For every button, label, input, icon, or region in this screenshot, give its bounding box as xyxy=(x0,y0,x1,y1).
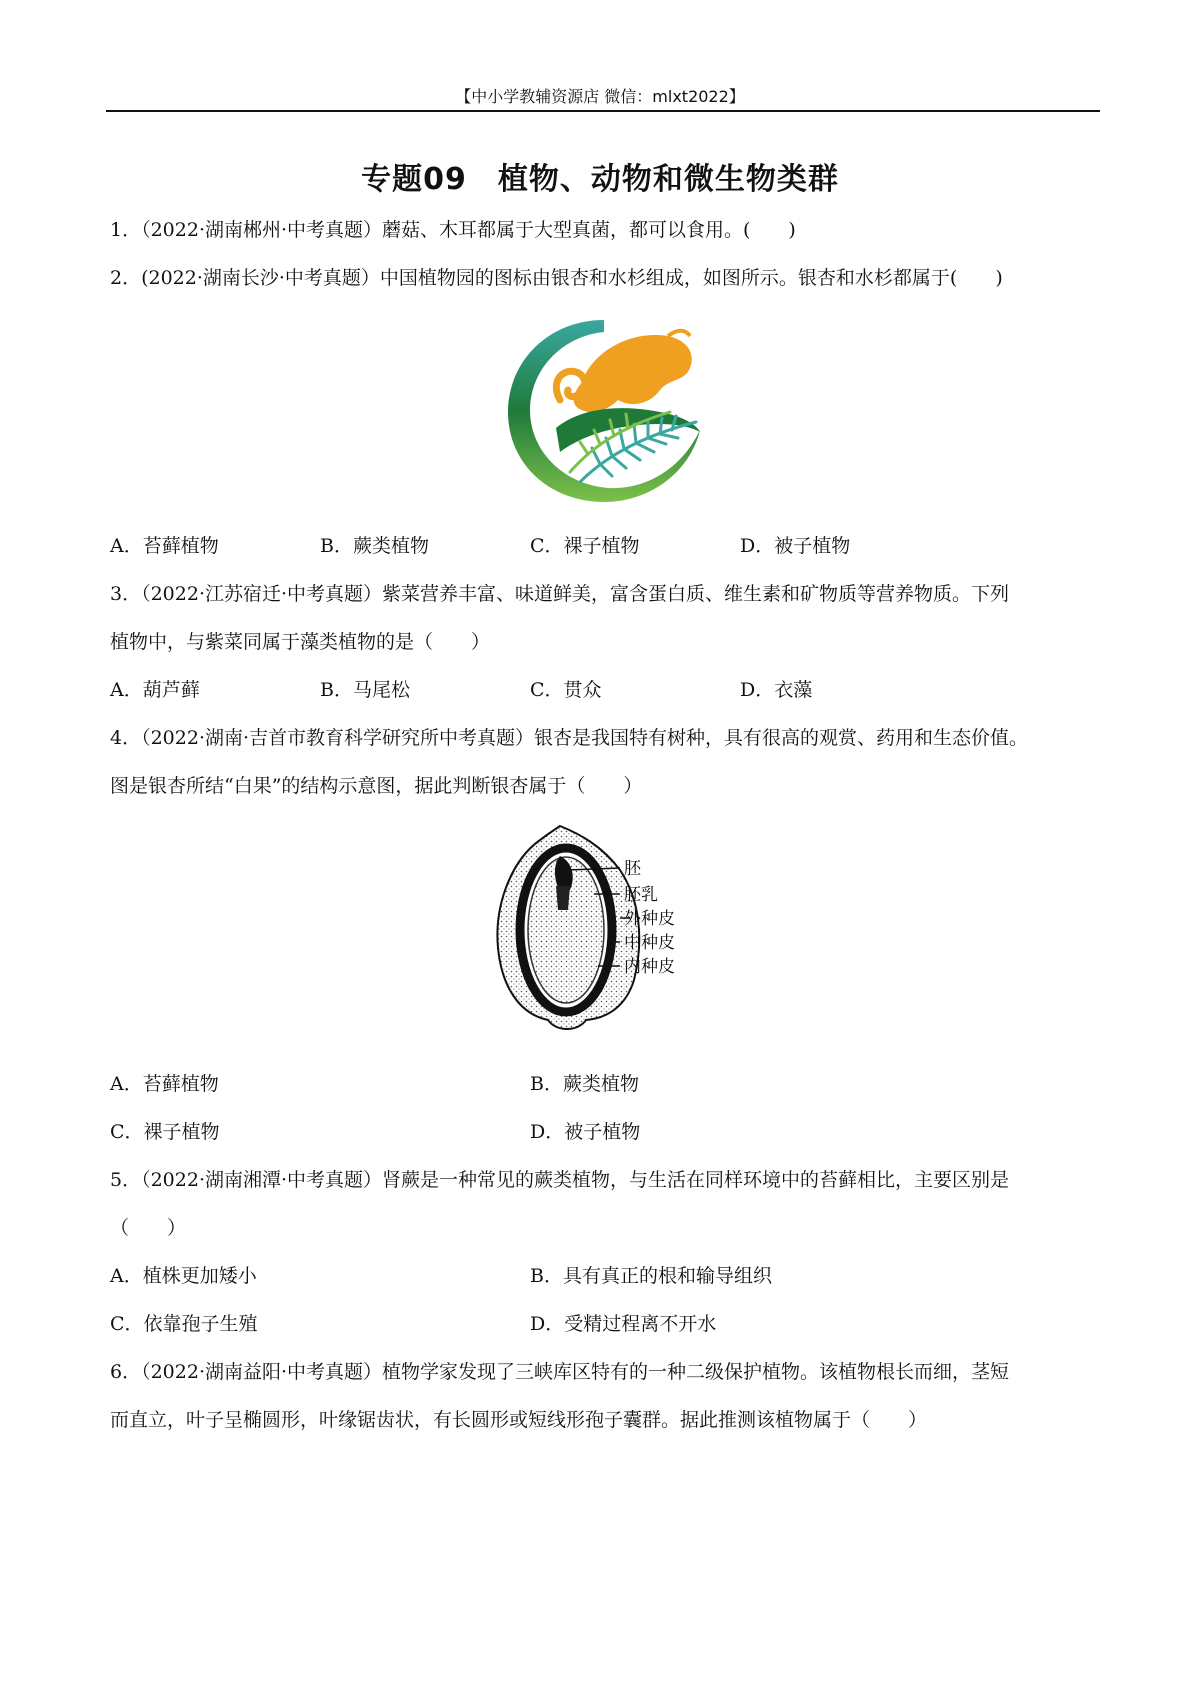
label-outer-seed-coat: 外种皮 xyxy=(624,909,675,929)
question-6-line-1: 6．（2022·湖南益阳·中考真题）植物学家发现了三峡库区特有的一种二级保护植物。该植物根长而细，茎短 xyxy=(110,1361,1010,1383)
label-middle-seed-coat: 中种皮 xyxy=(624,933,675,953)
question-3-option-b: B．马尾松 xyxy=(320,679,410,701)
question-4-option-a: A．苔藓植物 xyxy=(110,1073,219,1095)
question-1-line-1: 1．（2022·湖南郴州·中考真题）蘑菇、木耳都属于大型真菌，都可以食用。( ) xyxy=(110,219,796,241)
page-title: 专题09 植物、动物和微生物类群 xyxy=(361,162,839,197)
question-4-option-b: B．蕨类植物 xyxy=(530,1073,639,1095)
question-2-option-d: D．被子植物 xyxy=(740,535,851,557)
question-5-line-1: 5．（2022·湖南湘潭·中考真题）肾蕨是一种常见的蕨类植物，与生活在同样环境中的苔藓相比，主要区别是 xyxy=(110,1169,1010,1191)
question-6-line-2: 而直立，叶子呈椭圆形，叶缘锯齿状，有长圆形或短线形孢子囊群。据此推测该植物属于（ ） xyxy=(110,1409,928,1431)
ginkgo-seed-diagram xyxy=(490,820,730,1036)
question-5-option-b: B．具有真正的根和输导组织 xyxy=(530,1265,772,1287)
question-2-option-c: C．裸子植物 xyxy=(530,535,640,557)
question-2-line-1: 2．(2022·湖南长沙·中考真题）中国植物园的图标由银杏和水杉组成，如图所示。银杏和水杉都属于( ) xyxy=(110,267,1003,289)
question-2-option-a: A．苔藓植物 xyxy=(110,535,219,557)
question-3-option-a: A．葫芦藓 xyxy=(110,679,200,701)
label-endosperm: 胚乳 xyxy=(624,885,658,905)
question-3-line-1: 3．（2022·江苏宿迁·中考真题）紫菜营养丰富、味道鲜美，富含蛋白质、维生素和矿物质等营养物质。下列 xyxy=(110,583,1010,605)
question-5-option-c: C．依靠孢子生殖 xyxy=(110,1313,258,1335)
question-4-line-2: 图是银杏所结“白果”的结构示意图，据此判断银杏属于（ ） xyxy=(110,775,643,797)
label-embryo: 胚 xyxy=(624,859,641,879)
header-divider xyxy=(106,110,1100,112)
question-4-option-c: C．裸子植物 xyxy=(110,1121,220,1143)
question-5-line-2: （ ） xyxy=(110,1217,187,1239)
question-5-option-a: A．植株更加矮小 xyxy=(110,1265,257,1287)
question-4-line-1: 4．（2022·湖南·吉首市教育科学研究所中考真题）银杏是我国特有树种，具有很高的观赏、药用和生态价值。 xyxy=(110,727,1029,749)
question-2-option-b: B．蕨类植物 xyxy=(320,535,429,557)
question-5-option-d: D．受精过程离不开水 xyxy=(530,1313,717,1335)
question-4-option-d: D．被子植物 xyxy=(530,1121,641,1143)
question-3-option-d: D．衣藻 xyxy=(740,679,813,701)
header-text: 【中小学教辅资源店 微信：mlxt2022】 xyxy=(455,87,745,106)
question-3-option-c: C．贯众 xyxy=(530,679,602,701)
question-3-line-2: 植物中，与紫菜同属于藻类植物的是（ ） xyxy=(110,631,491,653)
botanical-garden-logo-icon xyxy=(500,312,708,508)
label-inner-seed-coat: 内种皮 xyxy=(624,957,675,977)
